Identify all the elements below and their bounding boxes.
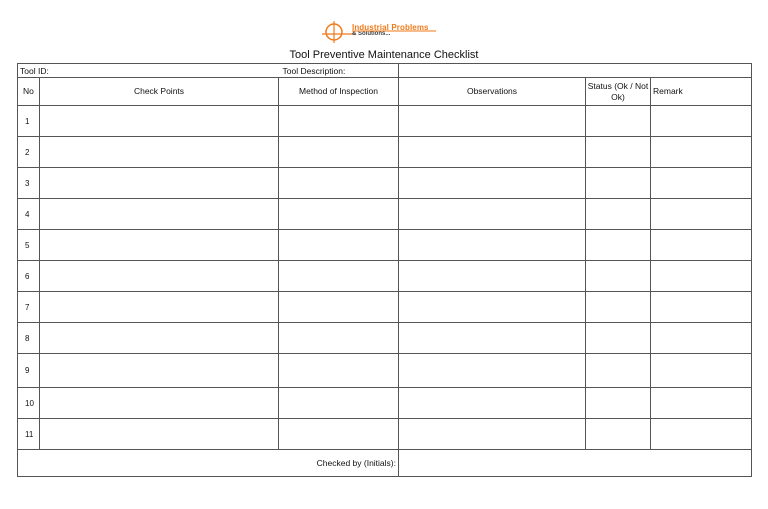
check-point-cell[interactable] xyxy=(40,199,279,230)
method-cell[interactable] xyxy=(279,419,399,450)
status-cell[interactable] xyxy=(586,261,651,292)
remark-cell[interactable] xyxy=(651,261,752,292)
observations-cell[interactable] xyxy=(399,354,586,388)
header-status: Status (Ok / Not Ok) xyxy=(586,78,651,106)
method-cell[interactable] xyxy=(279,199,399,230)
row-number: 3 xyxy=(18,168,40,199)
remark-cell[interactable] xyxy=(651,230,752,261)
observations-cell[interactable] xyxy=(399,388,586,419)
header-observations: Observations xyxy=(399,78,586,106)
company-logo xyxy=(322,20,442,44)
method-cell[interactable] xyxy=(279,292,399,323)
observations-cell[interactable] xyxy=(399,168,586,199)
check-point-cell[interactable] xyxy=(40,419,279,450)
observations-cell[interactable] xyxy=(399,292,586,323)
observations-cell[interactable] xyxy=(399,323,586,354)
status-cell[interactable] xyxy=(586,419,651,450)
table-row xyxy=(18,292,752,323)
table-row xyxy=(18,261,752,292)
row-number: 5 xyxy=(18,230,40,261)
table-row xyxy=(18,323,752,354)
status-cell[interactable] xyxy=(586,323,651,354)
remark-cell[interactable] xyxy=(651,419,752,450)
check-point-cell[interactable] xyxy=(40,354,279,388)
table-row xyxy=(18,388,752,419)
check-point-cell[interactable] xyxy=(40,292,279,323)
tool-description-label: Tool Description: xyxy=(282,65,346,76)
method-cell[interactable] xyxy=(279,106,399,137)
status-cell[interactable] xyxy=(586,137,651,168)
row-number: 9 xyxy=(18,354,40,388)
header-no: No xyxy=(18,78,40,106)
remark-cell[interactable] xyxy=(651,388,752,419)
status-cell[interactable] xyxy=(586,388,651,419)
logo-line-1: Industrial Problems xyxy=(352,23,429,32)
status-cell[interactable] xyxy=(586,199,651,230)
observations-cell[interactable] xyxy=(399,230,586,261)
header-remark: Remark xyxy=(651,78,752,106)
header-check-points: Check Points xyxy=(40,78,279,106)
check-point-cell[interactable] xyxy=(40,137,279,168)
tool-description-field[interactable] xyxy=(399,64,752,78)
check-point-cell[interactable] xyxy=(40,323,279,354)
check-point-cell[interactable] xyxy=(40,261,279,292)
observations-cell[interactable] xyxy=(399,199,586,230)
table-row xyxy=(18,419,752,450)
check-point-cell[interactable] xyxy=(40,106,279,137)
footer-row xyxy=(18,450,752,477)
header-row xyxy=(18,78,752,106)
method-cell[interactable] xyxy=(279,388,399,419)
observations-cell[interactable] xyxy=(399,106,586,137)
remark-cell[interactable] xyxy=(651,292,752,323)
row-number: 4 xyxy=(18,199,40,230)
table-row xyxy=(18,354,752,388)
remark-cell[interactable] xyxy=(651,168,752,199)
row-number: 8 xyxy=(18,323,40,354)
logo-underline xyxy=(322,20,442,44)
status-cell[interactable] xyxy=(586,354,651,388)
tool-id-label: Tool ID: xyxy=(20,65,49,76)
checked-by-label: Checked by (Initials): xyxy=(18,450,399,477)
remark-cell[interactable] xyxy=(651,354,752,388)
row-number: 7 xyxy=(18,292,40,323)
row-number: 1 xyxy=(18,106,40,137)
row-number: 2 xyxy=(18,137,40,168)
row-number: 11 xyxy=(18,419,40,450)
observations-cell[interactable] xyxy=(399,137,586,168)
row-number: 6 xyxy=(18,261,40,292)
table-row xyxy=(18,168,752,199)
remark-cell[interactable] xyxy=(651,106,752,137)
observations-cell[interactable] xyxy=(399,261,586,292)
header-method-of-inspection: Method of Inspection xyxy=(279,78,399,106)
tool-info-row xyxy=(18,64,752,78)
check-point-cell[interactable] xyxy=(40,230,279,261)
check-point-cell[interactable] xyxy=(40,168,279,199)
method-cell[interactable] xyxy=(279,261,399,292)
checklist-table xyxy=(17,63,752,477)
check-point-cell[interactable] xyxy=(40,388,279,419)
row-number: 10 xyxy=(18,388,40,419)
status-cell[interactable] xyxy=(586,292,651,323)
method-cell[interactable] xyxy=(279,137,399,168)
remark-cell[interactable] xyxy=(651,137,752,168)
table-row xyxy=(18,106,752,137)
status-cell[interactable] xyxy=(586,168,651,199)
observations-cell[interactable] xyxy=(399,419,586,450)
method-cell[interactable] xyxy=(279,230,399,261)
remark-cell[interactable] xyxy=(651,323,752,354)
tool-id-field[interactable] xyxy=(18,64,399,78)
method-cell[interactable] xyxy=(279,354,399,388)
status-cell[interactable] xyxy=(586,106,651,137)
method-cell[interactable] xyxy=(279,323,399,354)
remark-cell[interactable] xyxy=(651,199,752,230)
page-title: Tool Preventive Maintenance Checklist xyxy=(289,49,479,61)
status-cell[interactable] xyxy=(586,230,651,261)
checked-by-field[interactable] xyxy=(399,450,752,477)
logo-line-2: & Solutions... xyxy=(352,31,391,37)
table-row xyxy=(18,230,752,261)
table-row xyxy=(18,199,752,230)
method-cell[interactable] xyxy=(279,168,399,199)
table-row xyxy=(18,137,752,168)
